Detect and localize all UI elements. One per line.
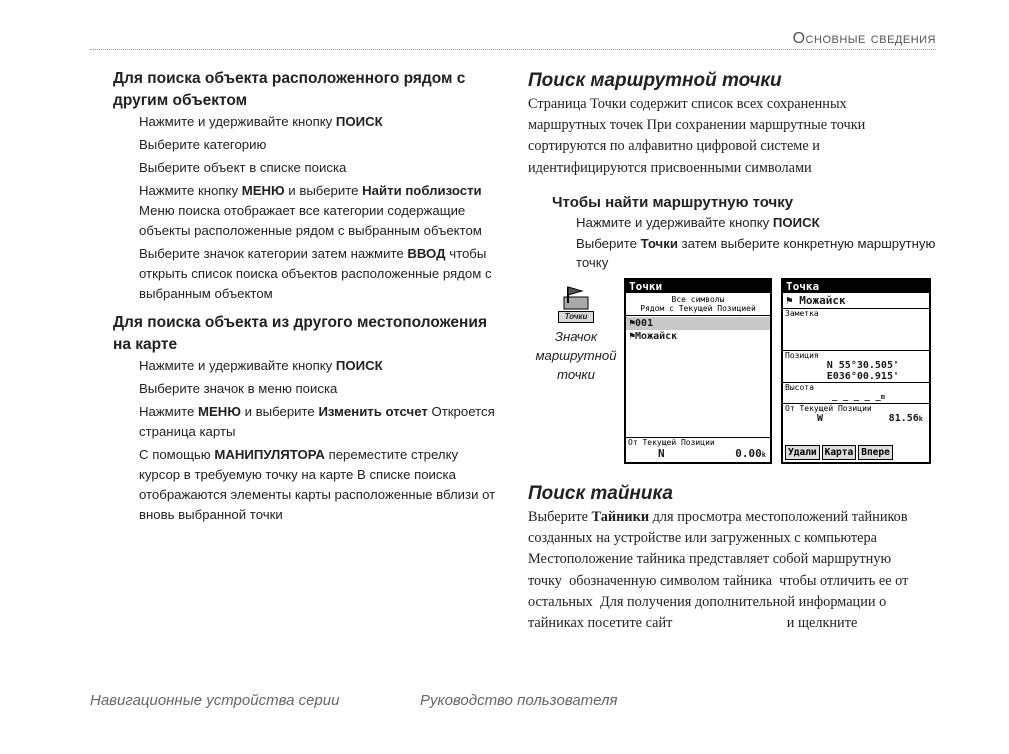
distance-value: N 0.00k xyxy=(658,447,766,460)
page-header-title: Основные сведения xyxy=(792,30,936,47)
waypoint-icon-caption: Значок маршрутной точки xyxy=(535,329,617,382)
section-heading-other-location: Для поиска объекта из другого местоположения на карте xyxy=(113,314,487,353)
delete-button[interactable]: Удали xyxy=(785,445,820,460)
flag-icon: ⚑ xyxy=(629,331,636,342)
note-label: Заметка xyxy=(783,308,929,318)
screen-title: Точка xyxy=(783,280,929,293)
screen-button-bar xyxy=(785,445,927,460)
footer-device-series: Навигационные устройства серии xyxy=(90,692,340,709)
step-3b: Нажмите МЕНЮ и выберите Изменить отсчет Откроется страница карты xyxy=(139,404,495,439)
step-2: Выберите категорию xyxy=(139,137,267,152)
waypoint-detail-screen xyxy=(781,278,931,464)
step-4: Нажмите кнопку МЕНЮ и выберите Найти поблизости Меню поиска отображает все категории содержащие объекты расположенные рядом с выбранным объектом xyxy=(139,183,482,238)
longitude: E036°00.915' xyxy=(826,371,899,382)
waypoint-list-item[interactable]: ⚑001 xyxy=(626,317,770,330)
from-position-label: От Текущей Позиции xyxy=(783,403,929,413)
map-button[interactable]: Карта xyxy=(822,445,857,460)
step-1b: Нажмите и удерживайте кнопку ПОИСК xyxy=(139,358,383,373)
header-divider xyxy=(90,49,936,50)
flag-icon xyxy=(558,283,594,313)
altitude-value: _ _ _ _ _m xyxy=(832,392,885,402)
flag-icon: ⚑ xyxy=(629,318,636,329)
section-heading-nearby: Для поиска объекта расположенного рядом с другим объектом xyxy=(113,70,466,109)
altitude-label: Высота xyxy=(783,382,929,392)
screen-title: Точки xyxy=(626,280,770,293)
section-heading-waypoint: Поиск маршрутной точки xyxy=(528,70,782,91)
waypoint-name[interactable]: ⚑ Можайск xyxy=(786,294,846,307)
left-column xyxy=(113,68,508,525)
waypoints-list-screen xyxy=(624,278,772,464)
waypoint-icon xyxy=(558,283,594,323)
note-field[interactable] xyxy=(783,318,929,350)
step-2b: Выберите значок в меню поиска xyxy=(139,381,338,396)
step-3: Выберите объект в списке поиска xyxy=(139,160,347,175)
right-column xyxy=(528,68,948,272)
filter-location: Рядом с Текущей Позицией xyxy=(640,304,756,313)
screen-body xyxy=(626,293,770,462)
section-heading-geocache: Поиск тайника xyxy=(528,483,673,504)
distance-label: От Текущей Позиции xyxy=(626,437,770,447)
goto-button[interactable]: Впере xyxy=(858,445,893,460)
waypoint-list-item[interactable]: ⚑Можайск xyxy=(629,331,678,342)
flag-icon: ⚑ xyxy=(786,294,793,307)
screen-body xyxy=(783,293,929,462)
subheading-find-waypoint: Чтобы найти маршрутную точку xyxy=(552,193,794,211)
geocache-description: Выберите Тайники для просмотра местоположений тайников созданных на устройстве или загруженных с компьютера Местоположение тайника представляет собой маршрутную точку обозначенную символом тайника чтобы отличить ее от остальных Для получения дополнительной информации о тайниках посетите сайт и щелкните xyxy=(528,509,912,632)
waypoint-description: Страница Точки содержит список всех сохраненных маршрутных точек При сохранении маршрутные точки сортируются по алфавитно цифровой системе и идентифицируются присвоенными символами xyxy=(528,96,866,176)
waypoint-icon-figure xyxy=(531,283,621,384)
step-4b: С помощью МАНИПУЛЯТОРА переместите стрелку курсор в требуемую точку на карте В списке поиска отображаются элементы карты расположенные вблизи от вновь выбранной точки xyxy=(139,447,496,522)
footer-user-guide: Руководство пользователя xyxy=(420,692,618,709)
step-5: Выберите значок категории затем нажмите ВВОД чтобы открыть список поиска объектов расположенные рядом с выбранным объектом xyxy=(139,246,492,301)
from-position-value: W 81.56k xyxy=(817,413,923,424)
waypoint-step-1: Нажмите и удерживайте кнопку ПОИСК xyxy=(576,214,820,230)
waypoint-icon-label: Точки xyxy=(558,311,594,323)
waypoint-step-2: Выберите Точки затем выберите конкретную маршрутную точку xyxy=(576,235,936,270)
position-label: Позиция xyxy=(783,350,929,360)
geocache-section xyxy=(528,481,948,634)
step-1: Нажмите и удерживайте кнопку ПОИСК xyxy=(139,114,383,129)
latitude: N 55°30.505' xyxy=(826,360,899,371)
filter-symbols: Все символы xyxy=(671,295,725,304)
distance-footer xyxy=(626,437,770,462)
